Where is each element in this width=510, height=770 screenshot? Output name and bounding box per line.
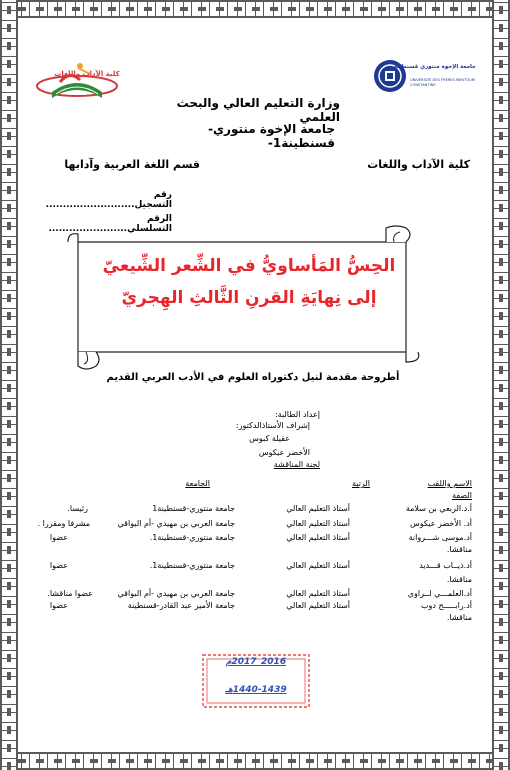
committee-header-name: الاسم واللقب — [427, 479, 472, 488]
faculty-logo — [30, 52, 125, 112]
table-row-role: عضوا مناقشا. — [47, 589, 93, 598]
border-bottom — [0, 752, 510, 770]
department-name: قسم اللغة العربية وآدابها — [64, 158, 200, 171]
border-right — [492, 0, 510, 770]
prepared-by-label: إعداد الطالبة: — [274, 410, 320, 419]
table-row-name: أد.موسى شـــروانة — [408, 533, 472, 542]
table-row-name: أد.ذيــاب قـــديد — [419, 561, 472, 570]
committee-header-rank: الرتبة — [351, 479, 370, 488]
committee-label: لجنة المناقشة — [273, 460, 320, 469]
table-row-role: رئيسا. — [67, 504, 88, 513]
faculty-name: كلية الآداب واللغات — [367, 158, 470, 171]
thesis-title-line-1: الحِسُّ المَأساويُّ في الشِّعر الشِّيعيّ — [102, 256, 396, 276]
table-row-name: أد.رابـــــح دوب — [420, 601, 472, 610]
serial-number: الرقم التسلسلي....................... — [48, 214, 172, 234]
border-top — [0, 0, 510, 18]
table-row-university: جامعة العربي بن مهيدي -أم البواقي — [117, 589, 235, 598]
faculty-logo-text: كلية الآداب واللغات — [54, 70, 120, 78]
table-row-university: جامعة منتوري-قسنطينة1. — [149, 561, 235, 570]
table-row-name: مناقشا. — [446, 545, 472, 554]
table-row-role: عضوا — [49, 561, 68, 570]
thesis-title-line-2: إلى نِهايَةِ القرنِ الثَّالثِ الهِجريّ — [121, 288, 377, 308]
table-row-name: أد. الأخضر عيكوس — [410, 519, 472, 528]
border-left — [0, 0, 18, 770]
table-row-university: جامعة العربي بن مهيدي -أم البواقي — [117, 519, 235, 528]
committee-header-university: الجامعة — [185, 479, 210, 488]
supervisor-name: الأخضر عيكوس — [258, 448, 310, 457]
university-name: جامعة الإخوة منتوري- قسنطينة1- — [208, 122, 335, 150]
table-row-name: أ.د.الربعي بن سلامة — [405, 504, 472, 513]
ministry-name: وزارة التعليم العالي والبحث العلمي — [176, 96, 340, 124]
table-row-rank: أستاذ التعليم العالي — [286, 589, 350, 598]
table-row-role: عضوا — [49, 601, 68, 610]
table-row-name: مناقشا. — [446, 613, 472, 622]
table-row-university: جامعة منتوري-قسنطينة1 — [152, 504, 235, 513]
registration-number: رقم التسجيل.......................... — [45, 190, 172, 210]
table-row-role: عضوا — [49, 533, 68, 542]
hijri-date: 1440-1439هـ — [225, 685, 287, 695]
university-logo-text-fr: UNIVERSITÉ DES FRÈRES MENTOURI CONSTANTINE — [410, 78, 476, 87]
table-row-name: مناقشا. — [446, 575, 472, 584]
table-row-rank: أستاذ التعليم العالي — [286, 561, 350, 570]
table-row-university: جامعة منتوري-قسنطينة1. — [149, 533, 235, 542]
table-row-rank: أستاذ التعليم العالي — [286, 533, 350, 542]
book-logo-icon — [30, 52, 125, 112]
supervision-label: إشراف الأستاذالدكتور: — [235, 421, 310, 430]
thesis-note: أطروحة مقدمة لنيل دكتوراه العلوم في الأدب العربي القديم — [106, 372, 400, 383]
table-row-rank: أستاذ التعليم العالي — [286, 601, 350, 610]
student-name: عقيلة كبوس — [249, 434, 290, 443]
gregorian-date: 2016_2017م — [225, 657, 287, 667]
table-row-rank: أستاذ التعليم العالي — [286, 504, 350, 513]
table-row-role: مشرفا ومقررا . — [37, 519, 90, 528]
table-row-name: أد.العلمـــي لــراوي — [407, 589, 472, 598]
table-row-university: جامعة الأمير عبد القادر-قسنطينة — [127, 601, 235, 610]
university-logo — [372, 58, 476, 94]
table-row-rank: أستاذ التعليم العالي — [286, 519, 350, 528]
university-logo-text: جامعة الإخوة منتوري قسنطينة — [393, 64, 476, 70]
committee-header-role: الصفة — [452, 491, 472, 500]
